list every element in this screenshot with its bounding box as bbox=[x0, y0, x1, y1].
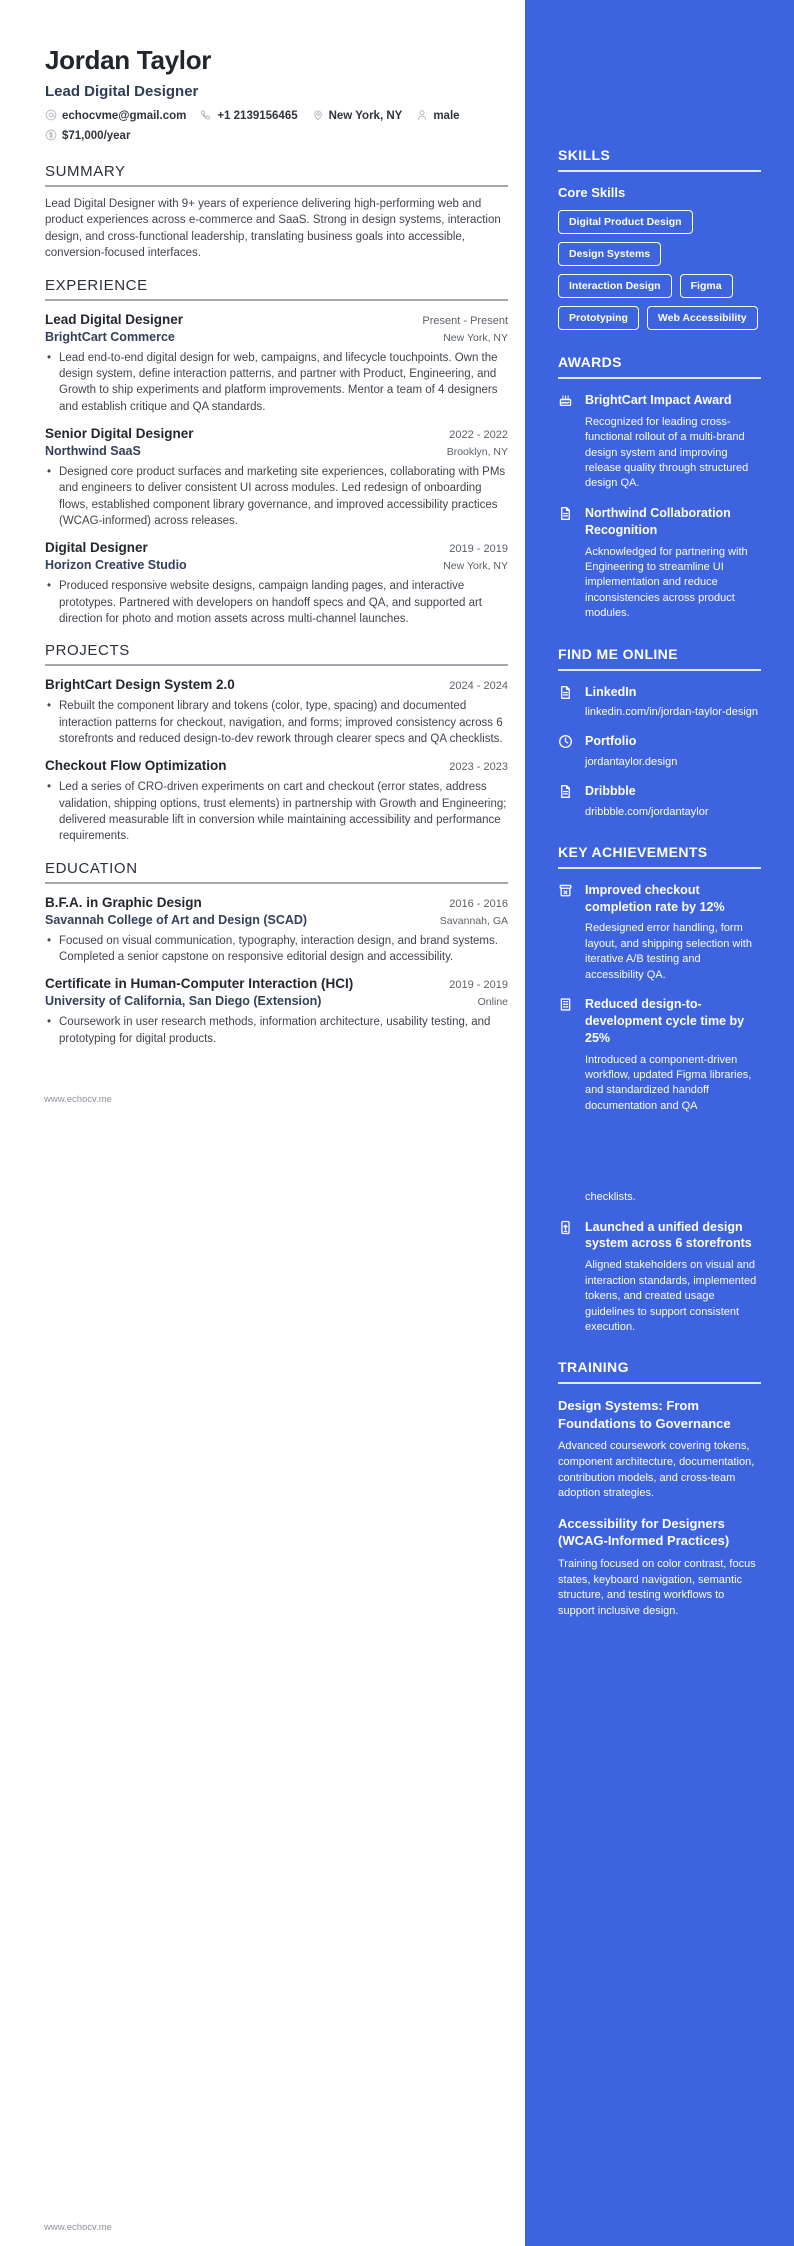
job-dates: Present - Present bbox=[422, 314, 508, 327]
achievement-item bbox=[558, 996, 761, 1206]
education-entry bbox=[45, 895, 508, 966]
profile-label: LinkedIn bbox=[585, 684, 637, 699]
award-title: BrightCart Impact Award bbox=[585, 393, 732, 407]
mobile-upload-icon bbox=[558, 1219, 574, 1336]
skill-chip: Prototyping bbox=[558, 306, 639, 330]
project-bullet: • Led a series of CRO-driven experiments on cart and checkout (error states, address validation, shipping options, trust elements) in partnership with Growth and Engineering; delivered measurable lift in conversion while maintaining accessibility and performance requirements. bbox=[45, 779, 508, 844]
section-divider bbox=[45, 299, 508, 301]
achievement-title: Reduced design-to-development cycle time by 25% bbox=[585, 997, 745, 1045]
project-entry bbox=[45, 677, 508, 747]
job-title: Lead Digital Designer bbox=[45, 311, 184, 327]
job-bullet: • Lead end-to-end digital design for web, campaigns, and lifecycle touchpoints. Own the design system, define interaction patterns, and partner with Product, Engineering, and Growth to ship experiments and platform improvements. Mentor a team of 4 designers and establish critique and QA standards. bbox=[45, 350, 508, 415]
project-entry bbox=[45, 758, 508, 844]
section-divider bbox=[45, 882, 508, 884]
experience-entry bbox=[45, 540, 508, 627]
achievement-item bbox=[558, 882, 761, 983]
section-find-me-online bbox=[558, 646, 761, 820]
sidebar-column bbox=[525, 0, 794, 2246]
contact-gender: male bbox=[416, 109, 459, 124]
profile-url[interactable]: jordantaylor.design bbox=[585, 756, 678, 769]
online-profile-item bbox=[558, 783, 761, 820]
section-education bbox=[45, 860, 508, 1047]
award-title: Northwind Collaboration Recognition bbox=[585, 505, 731, 537]
profile-url[interactable]: dribbble.com/jordantaylor bbox=[585, 805, 709, 818]
section-experience bbox=[45, 277, 508, 628]
summary-heading: SUMMARY bbox=[45, 162, 126, 180]
section-divider bbox=[45, 664, 508, 666]
achievement-description: Aligned stakeholders on visual and interaction standards, implemented tokens, and created usage guidelines to support consistent execution. bbox=[585, 1259, 757, 1333]
page-footer-url: www.echocv.me bbox=[44, 1094, 112, 1105]
achievement-title: Improved checkout completion rate by 12% bbox=[585, 882, 725, 914]
job-location: New York, NY bbox=[443, 331, 508, 344]
school-location: Savannah, GA bbox=[439, 914, 508, 927]
degree-title: Certificate in Human-Computer Interaction (HCI) bbox=[45, 976, 354, 992]
sidebar-divider bbox=[558, 669, 761, 671]
candidate-title: Lead Digital Designer bbox=[45, 82, 199, 100]
experience-entry bbox=[45, 312, 508, 415]
training-title: Design Systems: From Foundations to Governance bbox=[558, 1398, 731, 1431]
at-sign-icon bbox=[45, 109, 57, 124]
job-title: Senior Digital Designer bbox=[45, 425, 194, 441]
sidebar-divider bbox=[558, 377, 761, 379]
archive-box-icon bbox=[558, 882, 574, 983]
page-break-gap bbox=[585, 1114, 761, 1184]
education-heading: EDUCATION bbox=[45, 859, 138, 877]
education-bullet: • Focused on visual communication, typography, interaction design, and brand systems. Completed a senior capstone on responsive editorial design and accessibility. bbox=[45, 933, 508, 966]
skill-chip: Figma bbox=[680, 274, 733, 298]
education-dates: 2019 - 2019 bbox=[449, 979, 508, 992]
sidebar-divider bbox=[558, 867, 761, 869]
education-dates: 2016 - 2016 bbox=[449, 897, 508, 910]
job-bullet: • Designed core product surfaces and marketing site experiences, collaborating with PMs and engineers to deliver consistent UI across modules. Led redesign of onboarding flows, established component library governance, and improved accessibility practices (WCAG-informed) across releases. bbox=[45, 464, 508, 529]
job-location: Brooklyn, NY bbox=[446, 445, 508, 458]
achievement-item bbox=[558, 1219, 761, 1336]
education-bullet: • Coursework in user research methods, information architecture, usability testing, and prototyping for digital products. bbox=[45, 1014, 508, 1047]
skill-chip: Web Accessibility bbox=[647, 306, 758, 330]
profile-url[interactable]: linkedin.com/in/jordan-taylor-design bbox=[585, 706, 759, 719]
company-name: Northwind SaaS bbox=[45, 443, 141, 458]
contact-row bbox=[45, 109, 508, 144]
online-profile-item bbox=[558, 684, 761, 721]
awards-heading: AWARDS bbox=[558, 354, 622, 370]
achievement-title: Launched a unified design system across 6 storefronts bbox=[585, 1219, 752, 1251]
skills-chip-list bbox=[558, 210, 758, 330]
find-me-online-heading: FIND ME ONLINE bbox=[558, 645, 678, 662]
achievement-description: Introduced a component-driven workflow, updated Figma libraries, and standardized handoff documentation and QA bbox=[585, 1053, 752, 1112]
contact-phone: +1 2139156465 bbox=[200, 109, 297, 124]
education-entry bbox=[45, 976, 508, 1047]
section-skills bbox=[558, 147, 761, 330]
cake-icon bbox=[558, 392, 574, 492]
section-divider bbox=[45, 185, 508, 187]
project-dates: 2023 - 2023 bbox=[449, 761, 508, 774]
award-description: Acknowledged for partnering with Engineering to streamline UI implementation and reduce inconsistencies across product modules. bbox=[585, 545, 748, 620]
company-name: Horizon Creative Studio bbox=[45, 558, 187, 573]
experience-entry bbox=[45, 426, 508, 529]
document-icon bbox=[558, 783, 574, 820]
job-dates: 2019 - 2019 bbox=[449, 543, 508, 556]
skill-chip: Interaction Design bbox=[558, 274, 672, 298]
skill-chip: Design Systems bbox=[558, 242, 661, 266]
experience-heading: EXPERIENCE bbox=[45, 276, 148, 294]
summary-text: Lead Digital Designer with 9+ years of experience delivering high-performing web and product experiences across e-commerce and SaaS. Strong in design systems, interaction design, and cross-functional leadership, translating business goals into accessible, conversion-focused interfaces. bbox=[45, 197, 501, 260]
section-summary bbox=[45, 163, 508, 262]
person-icon bbox=[416, 109, 428, 124]
school-name: University of California, San Diego (Extension) bbox=[45, 994, 322, 1009]
award-description: Recognized for leading cross-functional rollout of a multi-brand design system and improving release quality through structured design QA. bbox=[585, 415, 749, 490]
phone-icon bbox=[200, 109, 212, 124]
profile-label: Portfolio bbox=[585, 734, 637, 749]
contact-email: echocvme@gmail.com bbox=[45, 109, 186, 124]
sidebar-divider bbox=[558, 1382, 761, 1384]
achievement-description: Redesigned error handling, form layout, and shipping selection with iterative A/B testing and accessibility QA. bbox=[585, 922, 752, 981]
section-training bbox=[558, 1359, 761, 1619]
training-title: Accessibility for Designers (WCAG-Informed Practices) bbox=[558, 1515, 730, 1549]
section-awards bbox=[558, 354, 761, 622]
contact-location: New York, NY bbox=[312, 109, 403, 124]
candidate-name: Jordan Taylor bbox=[45, 45, 212, 75]
dollar-icon bbox=[45, 129, 57, 144]
project-title: BrightCart Design System 2.0 bbox=[45, 677, 235, 693]
company-name: BrightCart Commerce bbox=[45, 329, 175, 344]
project-title: Checkout Flow Optimization bbox=[45, 758, 227, 774]
award-item bbox=[558, 505, 761, 622]
job-bullet: • Produced responsive website designs, campaign landing pages, and interactive prototypes. Partnered with developers on handoff specs and QA, and supported art direction for photo and motion assets across multi-channel launches. bbox=[45, 578, 508, 627]
job-dates: 2022 - 2022 bbox=[449, 428, 508, 441]
projects-heading: PROJECTS bbox=[45, 642, 130, 660]
school-name: Savannah College of Art and Design (SCAD) bbox=[45, 912, 308, 927]
skill-chip: Digital Product Design bbox=[558, 210, 693, 234]
page-footer-url: www.echocv.me bbox=[44, 2222, 112, 2233]
achievement-description-continued: checklists. bbox=[585, 1191, 636, 1204]
online-profile-item bbox=[558, 733, 761, 770]
skills-group-label: Core Skills bbox=[558, 185, 626, 200]
project-bullet: • Rebuilt the component library and tokens (color, type, spacing) and documented interaction patterns for checkout, navigation, and forms; improved consistency across 6 storefronts and reduced design-to-dev rework through clearer specs and QA checklists. bbox=[45, 698, 508, 747]
training-item bbox=[558, 1397, 763, 1502]
profile-label: Dribbble bbox=[585, 783, 636, 798]
document-icon bbox=[558, 505, 574, 622]
building-icon bbox=[558, 996, 574, 1206]
section-key-achievements bbox=[558, 844, 761, 1336]
school-location: Online bbox=[477, 996, 508, 1009]
award-item bbox=[558, 392, 761, 492]
clock-icon bbox=[558, 733, 574, 770]
job-title: Digital Designer bbox=[45, 540, 148, 556]
training-description: Training focused on color contrast, focus states, keyboard navigation, semantic structure, and testing workflows to support inclusive design. bbox=[558, 1557, 756, 1617]
key-achievements-heading: KEY ACHIEVEMENTS bbox=[558, 843, 708, 860]
job-location: New York, NY bbox=[443, 560, 508, 573]
document-icon bbox=[558, 684, 574, 721]
training-item bbox=[558, 1515, 763, 1620]
skills-heading: SKILLS bbox=[558, 147, 611, 163]
location-pin-icon bbox=[312, 109, 324, 124]
section-projects bbox=[45, 642, 508, 844]
project-dates: 2024 - 2024 bbox=[449, 680, 508, 693]
contact-salary: $71,000/year bbox=[45, 129, 130, 144]
sidebar-divider bbox=[558, 170, 761, 172]
training-heading: TRAINING bbox=[558, 1359, 629, 1376]
training-description: Advanced coursework covering tokens, component architecture, documentation, contribution models, and cross-team adoption strategies. bbox=[558, 1440, 755, 1500]
degree-title: B.F.A. in Graphic Design bbox=[45, 894, 202, 910]
